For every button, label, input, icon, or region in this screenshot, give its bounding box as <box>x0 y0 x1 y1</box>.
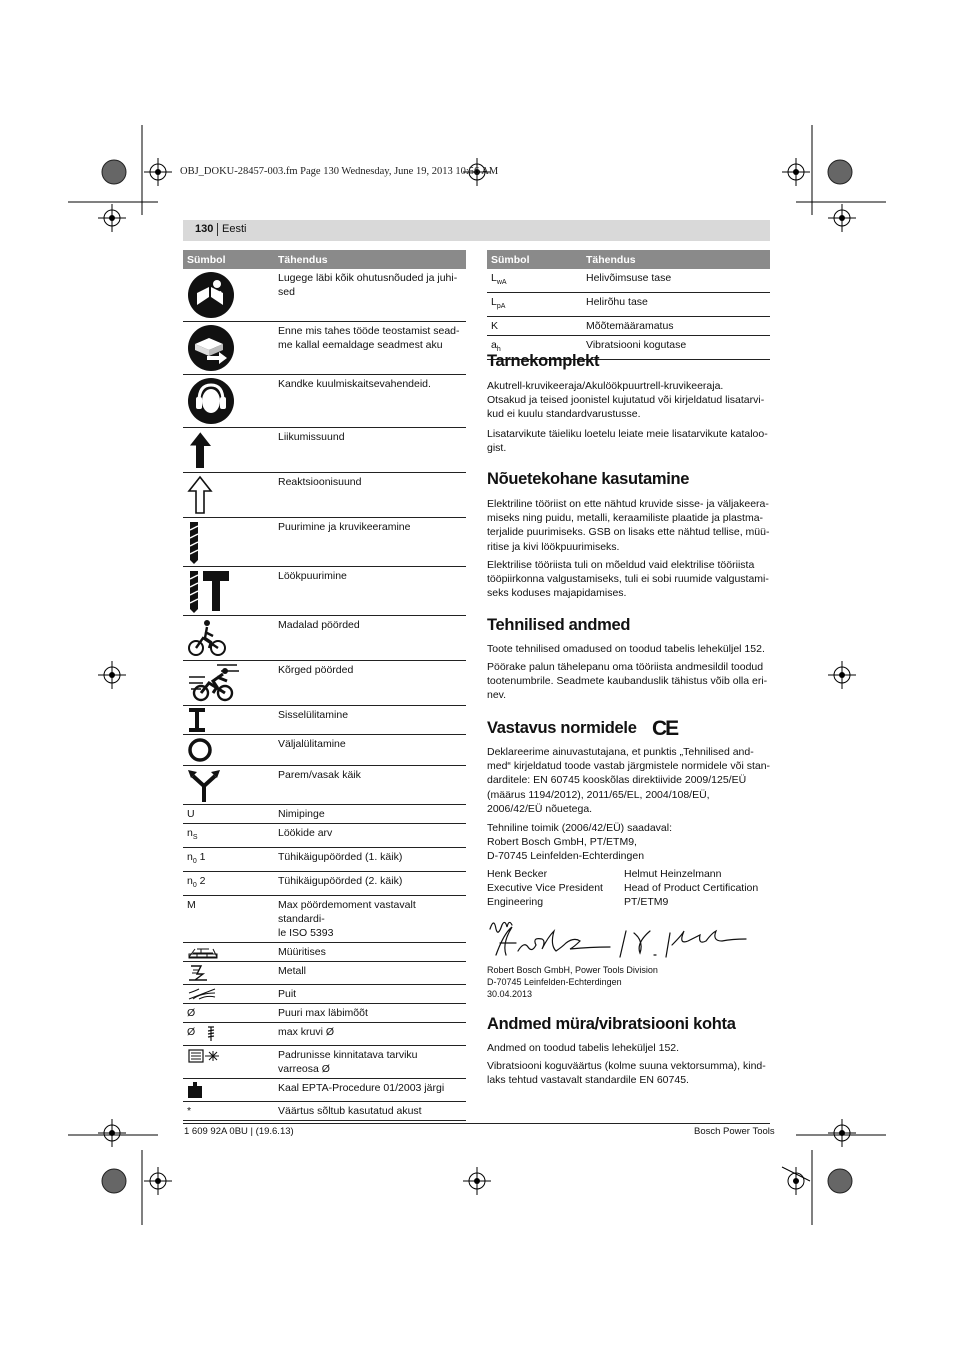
meaning-cell: Max pöördemoment vastavalt standardi- le ISO 5393 <box>274 896 466 943</box>
table-row <box>183 322 466 375</box>
meaning-cell: Helirõhu tase <box>582 293 770 317</box>
on-switch-icon <box>187 708 207 732</box>
page-number: 130 <box>195 223 214 235</box>
symbol-cell <box>183 943 274 962</box>
signatory-left: Henk Becker Executive Vice President Engineering <box>487 868 603 909</box>
forward-reverse-icon <box>187 768 221 802</box>
kasutamine-paragraph-2: Elektrilise tööriista tuli on mõeldud vaid elektrilise tööriista tööpiirkonna valgustamiseks, tuli ei sobi ruumide valgustami- seks koduses majapidamises. <box>487 559 769 600</box>
column-header-meaning: Tähendus <box>274 250 466 269</box>
symbol-text: $n_S$ <box>187 827 198 842</box>
symbol-cell: $L_{wA}$ <box>487 269 582 293</box>
vastavus-paragraph-2: Tehniline toimik (2006/42/EÜ) saadaval: Robert Bosch GmbH, PT/ETM9, D-70745 Leinfelden-Echterdingen <box>487 822 673 863</box>
symbol-cell <box>183 1004 274 1023</box>
table-row <box>183 805 466 824</box>
myra-paragraph-1: Andmed on toodud tabelis leheküljel 152. <box>487 1042 680 1054</box>
chuck-range-icon <box>187 1048 221 1064</box>
tarnekomplekt-paragraph-2: Lisatarvikute täieliku loetelu leiate meie lisatarvikute kataloo- gist. <box>487 428 768 455</box>
section-title-kasutamine: Nõuetekohane kasutamine <box>487 470 690 488</box>
meaning-cell: Tühikäigupöörded (1. käik) <box>274 848 466 872</box>
read-manual-icon <box>187 271 235 319</box>
meaning-cell: Madalad pöörded <box>274 616 466 661</box>
table-row <box>183 824 466 848</box>
company-address: Robert Bosch GmbH, Power Tools Division D-70745 Leinfelden-Echterdingen 30.04.2013 <box>487 965 658 999</box>
metal-icon <box>187 964 209 982</box>
symbol-text: $n_0$ 2 <box>187 875 206 890</box>
vastavus-paragraph-1: Deklareerime ainuvastutajana, et punktis „Tehnilised and- med“ kirjeldatud toode vastab järgmistele normidele või stan- darditele: EN 60745 kooskõlas direktiivide 2009/125/EÜ (määrus 1194/2012), 2011/65/EL, 2004/108/EÜ, 2006/42/EÜ nõuetega. <box>487 746 771 815</box>
symbol-cell <box>183 428 274 473</box>
symbol-cell <box>183 735 274 766</box>
table-row <box>183 985 466 1004</box>
symbol-table-right <box>487 250 770 360</box>
symbol-cell <box>183 872 274 896</box>
meaning-cell: Parem/vasak käik <box>274 766 466 805</box>
divider <box>217 223 218 236</box>
footer-right: Bosch Power Tools <box>694 1126 775 1137</box>
table-row <box>183 766 466 805</box>
impact-drill-icon <box>187 569 231 613</box>
andmed-paragraph-1: Toote tehnilised omadused on toodud tabelis leheküljel 152. <box>487 643 765 655</box>
ce-mark: CE <box>652 717 678 740</box>
meaning-cell: Enne mis tahes tööde teostamist sead- me kallal eemaldage seadmest aku <box>274 322 466 375</box>
off-switch-icon <box>187 737 213 763</box>
meaning-cell: Helivõimsuse tase <box>582 269 770 293</box>
symbol-cell <box>183 824 274 848</box>
screw-icon <box>205 1025 217 1043</box>
meaning-cell: Puuri max läbimõõt <box>274 1004 466 1023</box>
table-row <box>183 896 466 943</box>
meaning-cell: Sisselülitamine <box>274 706 466 735</box>
symbol-cell <box>183 848 274 872</box>
meaning-cell: Löökide arv <box>274 824 466 848</box>
table-row <box>183 872 466 896</box>
meaning-cell: Metall <box>274 962 466 985</box>
table-row <box>183 518 466 567</box>
table-row <box>183 1079 466 1102</box>
footer-rule <box>183 1123 770 1124</box>
section-title-tarnekomplekt: Tarnekomplekt <box>487 352 600 370</box>
drill-bit-icon <box>187 520 201 564</box>
symbol-text: * <box>187 1105 192 1118</box>
table-row <box>183 428 466 473</box>
section-title-andmed: Tehnilised andmed <box>487 616 631 634</box>
table-row <box>183 1102 466 1121</box>
meaning-cell: Väärtus sõltub kasutatud akust <box>274 1102 466 1121</box>
remove-battery-icon <box>187 324 235 372</box>
table-row <box>183 661 466 706</box>
symbol-cell <box>183 322 274 375</box>
reaction-arrow-icon <box>187 475 213 515</box>
table-row <box>487 269 770 293</box>
symbol-cell <box>183 661 274 706</box>
symbol-cell <box>183 375 274 428</box>
table-row <box>183 735 466 766</box>
meaning-cell: Padrunisse kinnitatava tarviku varreosa Ø <box>274 1046 466 1079</box>
andmed-paragraph-2: Pöörake palun tähelepanu oma tööriista andmesildil toodud tootenumbrile. Seadmete kaubanduslik tähistus võib olla eri- nev. <box>487 661 768 702</box>
table-row <box>183 375 466 428</box>
meaning-cell: Vibratsiooni kogutase <box>582 336 770 360</box>
table-row <box>183 943 466 962</box>
file-header: OBJ_DOKU-28457-003.fm Page 130 Wednesday, June 19, 2013 10:56 AM <box>180 166 499 177</box>
symbol-table-left <box>183 250 466 1121</box>
symbol-cell <box>183 518 274 567</box>
tarnekomplekt-paragraph-1: Akutrell-kruvikeeraja/Akulöökpuurtrell-kruvikeeraja. Otsakud ja teised joonistel kujutatud või kirjeldatud lisatarvi- kud ei kuulu standardvarustusse. <box>487 380 765 421</box>
meaning-cell: Kaal EPTA-Procedure 01/2003 järgi <box>274 1079 466 1102</box>
symbol-cell <box>183 269 274 322</box>
symbol-text: U <box>187 808 195 820</box>
column-header-meaning: Tähendus <box>582 250 770 269</box>
table-row <box>183 962 466 985</box>
symbol-cell <box>183 766 274 805</box>
symbol-text: Ø <box>187 1007 196 1020</box>
table-row <box>183 269 466 322</box>
footer-left: 1 609 92A 0BU | (19.6.13) <box>184 1126 294 1137</box>
wood-icon <box>187 987 217 1001</box>
movement-arrow-icon <box>187 430 213 470</box>
masonry-icon <box>187 945 219 959</box>
column-header-symbol: Sümbol <box>183 250 274 269</box>
meaning-cell: Liikumissuund <box>274 428 466 473</box>
symbol-cell <box>183 1046 274 1079</box>
symbol-cell <box>183 1102 274 1121</box>
table-row <box>183 848 466 872</box>
page-header-bar <box>183 220 770 241</box>
myra-paragraph-2: Vibratsiooni koguväärtus (kolme suuna vektorsumma), kind- laks tehtud vastavalt standardile EN 60745. <box>487 1060 766 1087</box>
language-label: Eesti <box>222 223 247 235</box>
meaning-cell: Kõrged pöörded <box>274 661 466 706</box>
symbol-text: M <box>187 899 196 912</box>
handwritten-signatures <box>486 915 756 963</box>
meaning-cell: Löökpuurimine <box>274 567 466 616</box>
symbol-cell <box>183 567 274 616</box>
symbol-cell <box>183 896 274 943</box>
bicycle-slow-icon <box>187 618 227 658</box>
signatory-right: Helmut Heinzelmann Head of Product Certification PT/ETM9 <box>624 868 759 909</box>
symbol-cell <box>183 473 274 518</box>
symbol-cell <box>183 962 274 985</box>
column-header-symbol: Sümbol <box>487 250 582 269</box>
meaning-cell: Kandke kuulmiskaitsevahendeid. <box>274 375 466 428</box>
meaning-cell: Nimipinge <box>274 805 466 824</box>
bicycle-fast-icon <box>187 663 239 703</box>
symbol-cell: $L_{pA}$ <box>487 293 582 317</box>
table-row <box>183 473 466 518</box>
kasutamine-paragraph-1: Elektriline tööriist on ette nähtud kruvide sisse- ja väljakeera- miseks ning puidu, metalli, keraamiliste plaatide ja plastma- terjalide puurimiseks. GSB on lisaks ette nähtud tellise, müü- ritise ja kivi löökpuurimiseks. <box>487 498 770 553</box>
symbol-cell <box>183 1023 274 1046</box>
meaning-cell: Tühikäigupöörded (2. käik) <box>274 872 466 896</box>
ear-protection-icon <box>187 377 235 425</box>
meaning-cell: Lugege läbi kõik ohutusnõuded ja juhi- sed <box>274 269 466 322</box>
table-row <box>183 616 466 661</box>
symbol-cell <box>183 1079 274 1102</box>
symbol-text: $n_0$ 1 <box>187 851 206 866</box>
table-row <box>183 1023 466 1046</box>
table-row <box>183 1046 466 1079</box>
meaning-cell: Puit <box>274 985 466 1004</box>
meaning-cell: Reaktsioonisuund <box>274 473 466 518</box>
table-row <box>487 317 770 336</box>
table-row <box>183 706 466 735</box>
section-title-vastavus: Vastavus normidele <box>487 719 637 737</box>
meaning-cell: max kruvi Ø <box>274 1023 466 1046</box>
symbol-cell: $a_h$ <box>487 336 582 360</box>
weight-icon <box>187 1081 203 1099</box>
meaning-cell: Väljalülitamine <box>274 735 466 766</box>
symbol-cell: K <box>487 317 582 336</box>
symbol-cell <box>183 805 274 824</box>
meaning-cell: Müüritises <box>274 943 466 962</box>
section-title-myra: Andmed müra/vibratsiooni kohta <box>487 1015 736 1033</box>
table-row <box>183 567 466 616</box>
symbol-cell <box>183 616 274 661</box>
symbol-text: Ø <box>187 1026 196 1039</box>
symbol-cell <box>183 985 274 1004</box>
meaning-cell: Mõõtemääramatus <box>582 317 770 336</box>
table-row <box>487 293 770 317</box>
table-row <box>183 1004 466 1023</box>
meaning-cell: Puurimine ja kruvikeeramine <box>274 518 466 567</box>
symbol-cell <box>183 706 274 735</box>
